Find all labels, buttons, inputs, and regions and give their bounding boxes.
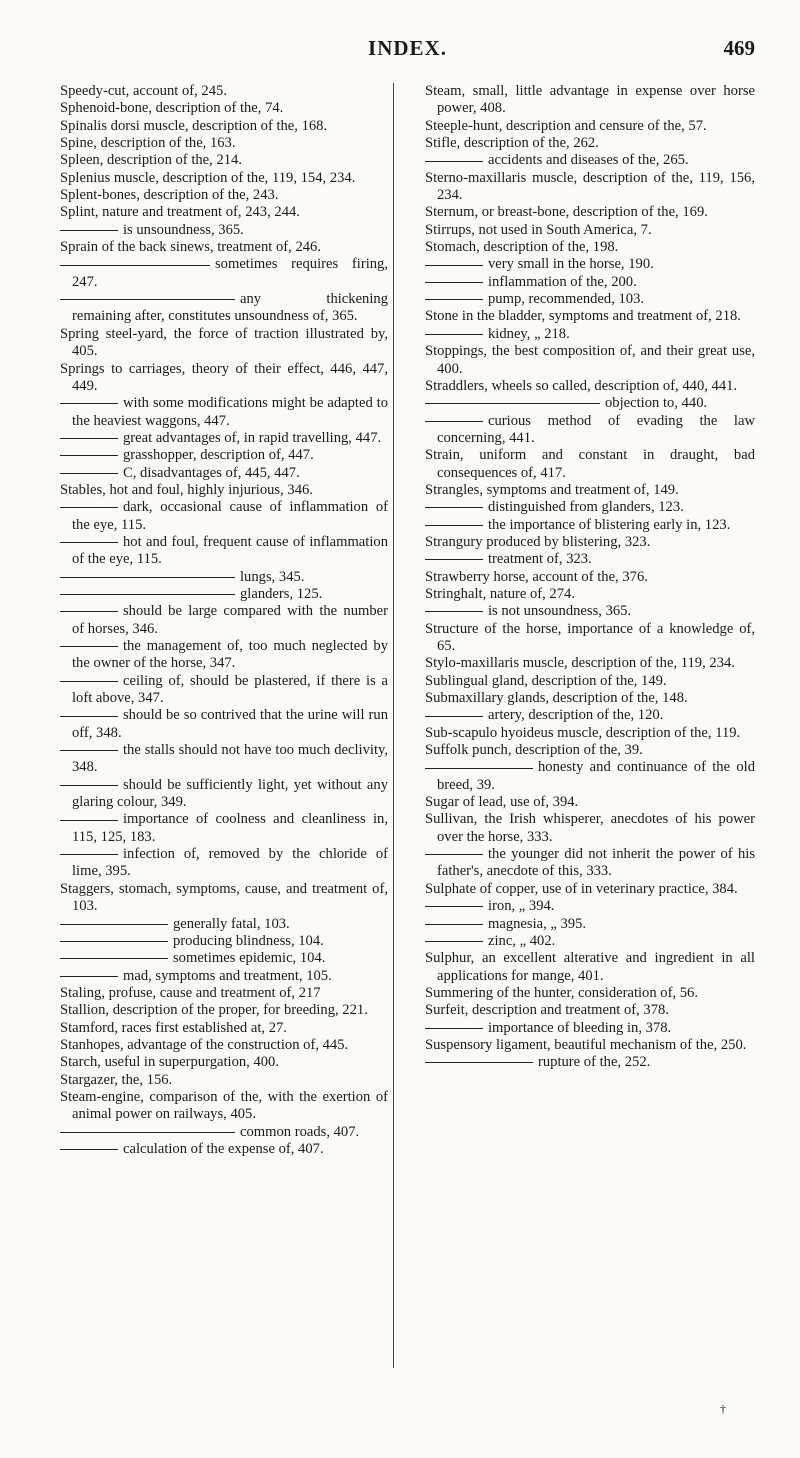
index-entry-text: hot and foul, frequent cause of inflammation of the eye, 115. — [72, 533, 388, 568]
page-header — [60, 36, 755, 66]
index-entry-text: Stirrups, not used in South America, 7. — [425, 221, 652, 238]
index-entry-text: Stamford, races first established at, 27. — [60, 1019, 287, 1036]
ditto-rule — [425, 924, 483, 925]
index-entry-text: Sublingual gland, description of the, 149. — [425, 672, 667, 689]
index-entry-text: Strawberry horse, account of the, 376. — [425, 568, 648, 585]
index-entry — [425, 413, 755, 448]
ditto-rule — [60, 577, 235, 578]
index-entry — [60, 118, 388, 135]
ditto-rule — [425, 265, 483, 266]
index-entry-text: Sternum, or breast-bone, description of the, 169. — [425, 204, 708, 221]
index-entry-text: Strangles, symptoms and treatment of, 149. — [425, 481, 679, 498]
index-entry-text: Spleen, description of the, 214. — [60, 152, 242, 169]
index-entry — [60, 187, 388, 204]
index-entry-text: Stables, hot and foul, highly injurious, 346. — [60, 481, 313, 498]
index-entry-text: Staling, profuse, cause and treatment of, 217 — [60, 984, 321, 1001]
ditto-rule — [60, 265, 210, 266]
index-entry-text: Suspensory ligament, beautiful mechanism of the, 250. — [425, 1036, 747, 1053]
index-column-left — [60, 83, 388, 1158]
index-entry-text: Spring steel-yard, the force of traction illustrated by, 405. — [60, 325, 388, 360]
index-entry — [60, 968, 388, 985]
index-entry — [60, 204, 388, 221]
index-entry-text: any thickening remaining after, constitutes unsoundness of, 365. — [72, 291, 388, 325]
index-entry-text: Strain, uniform and constant in draught, bad consequences of, 417. — [425, 447, 755, 481]
index-entry-text: accidents and diseases of the, 265. — [488, 152, 689, 169]
ditto-rule — [60, 230, 118, 231]
index-entry-text: Surfeit, description and treatment of, 378. — [425, 1002, 669, 1019]
index-entry-text: importance of bleeding in, 378. — [488, 1019, 672, 1036]
index-entry-text: ceiling of, should be plastered, if there is a loft above, 347. — [72, 672, 388, 707]
ditto-rule — [425, 507, 483, 508]
ditto-rule — [425, 334, 483, 335]
index-entry — [425, 499, 755, 516]
index-entry — [425, 881, 755, 898]
ditto-rule — [60, 542, 118, 543]
index-entry-text: Steam-engine, comparison of the, with the exertion of animal power on railways, 405. — [60, 1088, 388, 1123]
index-entry-text: Stylo-maxillaris muscle, description of the, 119, 234. — [425, 655, 735, 672]
index-entry-text: Sullivan, the Irish whisperer, anecdotes of his power over the horse, 333. — [425, 811, 755, 845]
index-entry — [425, 811, 755, 846]
index-entry — [60, 152, 388, 169]
index-entry — [60, 603, 388, 638]
index-entry-text: Summering of the hunter, consideration of, 56. — [425, 984, 698, 1001]
index-entry — [425, 898, 755, 915]
index-entry-text: generally fatal, 103. — [173, 915, 290, 932]
index-entry-text: zinc, „ 402. — [488, 932, 556, 949]
index-entry — [60, 950, 388, 967]
index-entry-text: Submaxillary glands, description of the, 148. — [425, 690, 688, 707]
ditto-rule — [60, 785, 118, 786]
index-entry — [425, 707, 755, 724]
ditto-rule — [60, 507, 118, 508]
index-entry — [425, 1054, 755, 1071]
ditto-rule — [60, 854, 118, 855]
index-entry-text: objection to, 440. — [605, 395, 708, 412]
index-entry-text: Stargazer, the, 156. — [60, 1071, 173, 1088]
index-entry — [60, 1072, 388, 1089]
index-entry — [425, 152, 755, 169]
index-entry — [60, 1141, 388, 1158]
index-entry-text: importance of coolness and cleanliness in, 115, 125, 183. — [72, 811, 388, 845]
footer-mark: † — [720, 1402, 726, 1416]
index-entry-text: Spinalis dorsi muscle, description of the, 168. — [60, 117, 328, 134]
index-entry — [60, 811, 388, 846]
index-entry — [60, 881, 388, 916]
index-entry-text: Sphenoid-bone, description of the, 74. — [60, 100, 284, 117]
index-entry — [425, 569, 755, 586]
ditto-rule — [425, 854, 483, 855]
index-entry — [60, 135, 388, 152]
index-entry-text: Straddlers, wheels so called, description of, 440, 441. — [425, 377, 738, 394]
index-entry-text: Spine, description of the, 163. — [60, 135, 236, 152]
index-entry — [60, 985, 388, 1002]
index-entry-text: should be sufficiently light, yet without any glaring colour, 349. — [72, 776, 388, 811]
index-entry — [60, 777, 388, 812]
index-entry — [425, 395, 755, 412]
index-entry — [425, 1037, 755, 1054]
index-entry-text: Splent-bones, description of the, 243. — [60, 187, 279, 204]
index-entry — [60, 361, 388, 396]
index-entry-text: Stifle, description of the, 262. — [425, 135, 599, 152]
index-entry — [425, 447, 755, 482]
index-entry — [60, 256, 388, 291]
ditto-rule — [425, 161, 483, 162]
ditto-rule — [60, 941, 168, 942]
index-entry — [60, 569, 388, 586]
index-entry — [425, 239, 755, 256]
index-entry-text: pump, recommended, 103. — [488, 291, 645, 308]
index-entry-text: Stone in the bladder, symptoms and treatment of, 218. — [425, 308, 741, 325]
index-entry-text: the stalls should not have too much declivity, 348. — [72, 742, 388, 776]
index-entry — [425, 603, 755, 620]
index-entry — [425, 256, 755, 273]
ditto-rule — [425, 299, 483, 300]
ditto-rule — [60, 681, 118, 682]
index-entry — [60, 638, 388, 673]
index-entry — [60, 100, 388, 117]
index-entry — [60, 395, 388, 430]
index-entry-text: lungs, 345. — [240, 568, 305, 585]
index-entry-text: Springs to carriages, theory of their effect, 446, 447, 449. — [60, 360, 388, 394]
index-entry-text: treatment of, 323. — [488, 551, 592, 568]
index-entry — [60, 430, 388, 447]
index-entry-text: Sugar of lead, use of, 394. — [425, 794, 579, 811]
index-entry-text: Structure of the horse, importance of a knowledge of, 65. — [425, 620, 755, 654]
index-entry-text: inflammation of the, 200. — [488, 273, 637, 290]
index-entry-text: Stanhopes, advantage of the construction of, 445. — [60, 1036, 349, 1053]
index-entry — [60, 222, 388, 239]
index-entry — [425, 742, 755, 759]
index-entry-text: should be so contrived that the urine will run off, 348. — [72, 707, 388, 741]
index-entry — [425, 534, 755, 551]
ditto-rule — [60, 976, 118, 977]
index-entry — [425, 83, 755, 118]
index-entry-text: with some modifications might be adapted to the heaviest waggons, 447. — [72, 395, 388, 429]
index-entry — [60, 673, 388, 708]
ditto-rule — [60, 438, 118, 439]
index-entry-text: Stallion, description of the proper, for breeding, 221. — [60, 1002, 368, 1019]
ditto-rule — [60, 716, 118, 717]
index-entry-text: the younger did not inherit the power of his father's, anecdote of this, 333. — [437, 846, 755, 880]
ditto-rule — [425, 611, 483, 612]
index-entry-text: Stomach, description of the, 198. — [425, 239, 619, 256]
index-entry-text: sometimes requires firing, 247. — [72, 256, 388, 290]
index-entry — [60, 291, 388, 326]
index-entry — [60, 586, 388, 603]
index-entry — [425, 135, 755, 152]
index-entry — [60, 499, 388, 534]
index-entry — [425, 759, 755, 794]
index-entry — [60, 170, 388, 187]
ditto-rule — [60, 750, 118, 751]
index-entry-text: Speedy-cut, account of, 245. — [60, 83, 227, 99]
index-entry — [60, 1002, 388, 1019]
index-entry-text: the importance of blistering early in, 123. — [488, 516, 731, 533]
index-entry — [425, 326, 755, 343]
index-entry — [425, 725, 755, 742]
index-entry-text: Sulphate of copper, use of in veterinary practice, 384. — [425, 880, 738, 897]
index-entry — [60, 707, 388, 742]
page-title: INDEX. — [368, 36, 447, 60]
index-entry-text: very small in the horse, 190. — [488, 256, 654, 273]
index-entry — [425, 1020, 755, 1037]
index-entry-text: iron, „ 394. — [488, 898, 555, 915]
index-entry — [425, 621, 755, 656]
ditto-rule — [60, 299, 235, 300]
index-entry — [425, 551, 755, 568]
index-entry-text: magnesia, „ 395. — [488, 915, 587, 932]
index-entry — [60, 447, 388, 464]
index-entry — [60, 742, 388, 777]
index-entry — [60, 1089, 388, 1124]
ditto-rule — [60, 473, 118, 474]
index-entry — [425, 846, 755, 881]
index-entry — [425, 222, 755, 239]
index-entry — [425, 933, 755, 950]
index-entry-text: is not unsoundness, 365. — [488, 603, 632, 620]
ditto-rule — [425, 941, 483, 942]
index-entry-text: Steeple-hunt, description and censure of the, 57. — [425, 117, 707, 134]
index-entry-text: Splint, nature and treatment of, 243, 244. — [60, 204, 300, 221]
page-number: 469 — [723, 36, 755, 60]
index-entry — [60, 1037, 388, 1054]
index-entry — [425, 517, 755, 534]
index-entry-text: Suffolk punch, description of the, 39. — [425, 742, 643, 759]
ditto-rule — [60, 594, 235, 595]
index-entry-text: Stringhalt, nature of, 274. — [425, 585, 575, 602]
index-entry — [425, 308, 755, 325]
ditto-rule — [60, 455, 118, 456]
index-entry-text: glanders, 125. — [240, 585, 323, 602]
ditto-rule — [425, 906, 483, 907]
index-entry — [425, 482, 755, 499]
index-entry-text: Sub-scapulo hyoideus muscle, description of the, 119. — [425, 724, 741, 741]
index-entry-text: mad, symptoms and treatment, 105. — [123, 967, 332, 984]
index-entry — [425, 794, 755, 811]
ditto-rule — [425, 282, 483, 283]
index-entry — [60, 933, 388, 950]
ditto-rule — [425, 1062, 533, 1063]
index-entry-text: rupture of the, 252. — [538, 1054, 651, 1071]
ditto-rule — [60, 646, 118, 647]
ditto-rule — [60, 403, 118, 404]
index-entry-text: C, disadvantages of, 445, 447. — [123, 464, 300, 481]
index-entry-text: curious method of evading the law concerning, 441. — [437, 412, 755, 446]
index-entry — [60, 846, 388, 881]
index-entry-text: producing blindness, 104. — [173, 932, 324, 949]
ditto-rule — [425, 768, 533, 769]
index-entry-text: is unsoundness, 365. — [123, 221, 244, 238]
ditto-rule — [425, 525, 483, 526]
index-entry — [425, 985, 755, 1002]
ditto-rule — [60, 820, 118, 821]
index-entry — [425, 118, 755, 135]
index-entry — [425, 204, 755, 221]
ditto-rule — [60, 1132, 235, 1133]
index-entry-text: the management of, too much neglected by the owner of the horse, 347. — [72, 638, 388, 672]
index-entry-text: Sulphur, an excellent alterative and ingredient in all applications for mange, 401. — [425, 950, 755, 984]
ditto-rule — [425, 716, 483, 717]
index-entry — [425, 673, 755, 690]
ditto-rule — [60, 1149, 118, 1150]
index-entry-text: Sterno-maxillaris muscle, description of the, 119, 156, 234. — [425, 169, 755, 204]
index-entry — [425, 274, 755, 291]
column-divider — [393, 83, 394, 1368]
index-entry-text: Steam, small, little advantage in expense over horse power, 408. — [425, 83, 755, 117]
index-entry-text: should be large compared with the number of horses, 346. — [72, 603, 388, 637]
index-entry-text: grasshopper, description of, 447. — [123, 447, 314, 464]
ditto-rule — [425, 559, 483, 560]
index-entry — [425, 291, 755, 308]
index-entry — [60, 239, 388, 256]
index-entry — [60, 326, 388, 361]
index-entry — [425, 916, 755, 933]
index-entry-text: sometimes epidemic, 104. — [173, 950, 326, 967]
ditto-rule — [425, 421, 483, 422]
ditto-rule — [60, 611, 118, 612]
index-entry-text: honesty and continuance of the old breed, 39. — [437, 759, 755, 793]
index-entry-text: artery, description of the, 120. — [488, 707, 664, 724]
index-entry-text: Stoppings, the best composition of, and their great use, 400. — [425, 343, 755, 377]
index-entry-text: Sprain of the back sinews, treatment of, 246. — [60, 239, 321, 256]
index-entry — [60, 482, 388, 499]
index-entry-text: dark, occasional cause of inflammation of the eye, 115. — [72, 499, 388, 533]
index-entry — [60, 534, 388, 569]
index-entry — [425, 378, 755, 395]
index-entry — [60, 465, 388, 482]
ditto-rule — [425, 403, 600, 404]
index-entry — [425, 170, 755, 205]
index-entry-text: Strangury produced by blistering, 323. — [425, 533, 651, 550]
index-entry — [425, 586, 755, 603]
index-entry-text: calculation of the expense of, 407. — [123, 1140, 324, 1157]
index-column-right — [425, 83, 755, 1072]
index-entry — [60, 1020, 388, 1037]
index-entry — [425, 655, 755, 672]
index-entry-text: Starch, useful in superpurgation, 400. — [60, 1054, 280, 1071]
index-entry-text: infection of, removed by the chloride of lime, 395. — [72, 846, 388, 880]
index-entry-text: kidney, „ 218. — [488, 325, 570, 342]
index-entry-text: distinguished from glanders, 123. — [488, 499, 684, 516]
ditto-rule — [425, 1028, 483, 1029]
ditto-rule — [60, 924, 168, 925]
index-entry — [425, 343, 755, 378]
index-entry-text: Splenius muscle, description of the, 119, 154, 234. — [60, 169, 356, 186]
index-entry — [60, 83, 388, 100]
index-entry — [425, 950, 755, 985]
index-entry-text: Staggers, stomach, symptoms, cause, and treatment of, 103. — [60, 880, 388, 915]
index-entry-text: great advantages of, in rapid travelling, 447. — [123, 429, 382, 446]
index-entry — [425, 1002, 755, 1019]
index-entry — [425, 690, 755, 707]
ditto-rule — [60, 958, 168, 959]
index-entry — [60, 1124, 388, 1141]
index-entry-text: common roads, 407. — [240, 1123, 360, 1140]
index-entry — [60, 1054, 388, 1071]
index-entry — [60, 916, 388, 933]
